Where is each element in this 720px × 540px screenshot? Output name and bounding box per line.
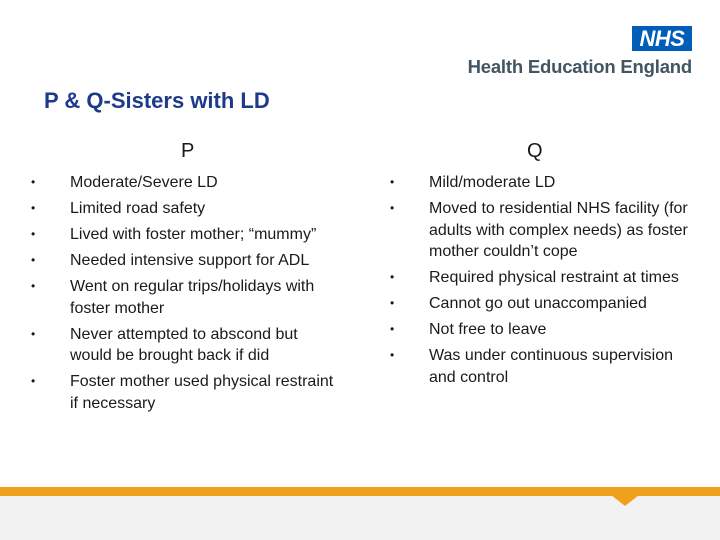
- nhs-logo: NHS: [632, 26, 692, 51]
- bullet-icon: •: [390, 296, 395, 310]
- bullet-icon: •: [390, 322, 395, 336]
- footer-notch: [611, 495, 639, 506]
- list-item: • Cannot go out unaccompanied: [389, 293, 689, 315]
- organisation-name: Health Education England: [467, 56, 692, 77]
- bullet-icon: •: [31, 374, 36, 388]
- slide-title: P & Q-Sisters with LD: [44, 88, 270, 113]
- list-item: • Lived with foster mother; “mummy”: [30, 224, 340, 246]
- list-item: • Moved to residential NHS facility (for adults with complex needs) as foster mother couldn’t cope: [390, 200, 688, 260]
- hee-logo: [442, 26, 692, 76]
- list-item: • Moderate/Severe LD: [30, 172, 340, 194]
- bullet-list-p: [30, 172, 340, 419]
- bullet-icon: •: [31, 175, 36, 189]
- list-item: • Never attempted to abscond but would be brought back if did: [31, 325, 298, 364]
- bullet-icon: •: [390, 348, 395, 362]
- list-item: • Limited road safety: [30, 198, 340, 220]
- list-item: • Mild/moderate LD: [389, 172, 689, 194]
- bullet-icon: •: [31, 326, 36, 341]
- bullet-icon: •: [390, 201, 395, 215]
- bullet-list-q: [389, 172, 689, 393]
- list-item: • Not free to leave: [389, 319, 689, 341]
- bullet-icon: •: [31, 253, 36, 267]
- column-heading-p: P: [181, 140, 195, 162]
- list-item: • Was under continuous supervision and control: [390, 347, 673, 386]
- bullet-icon: •: [31, 279, 36, 293]
- list-item: • Required physical restraint at times: [389, 267, 689, 289]
- column-heading-q: Q: [527, 140, 543, 162]
- bullet-icon: •: [390, 270, 395, 284]
- list-item: • Foster mother used physical restraint if necessary: [31, 373, 334, 412]
- bullet-icon: •: [390, 175, 395, 189]
- bullet-icon: •: [31, 227, 36, 241]
- list-item: • Needed intensive support for ADL: [30, 250, 340, 272]
- list-item: • Went on regular trips/holidays with foster mother: [31, 278, 315, 317]
- bullet-icon: •: [31, 201, 36, 215]
